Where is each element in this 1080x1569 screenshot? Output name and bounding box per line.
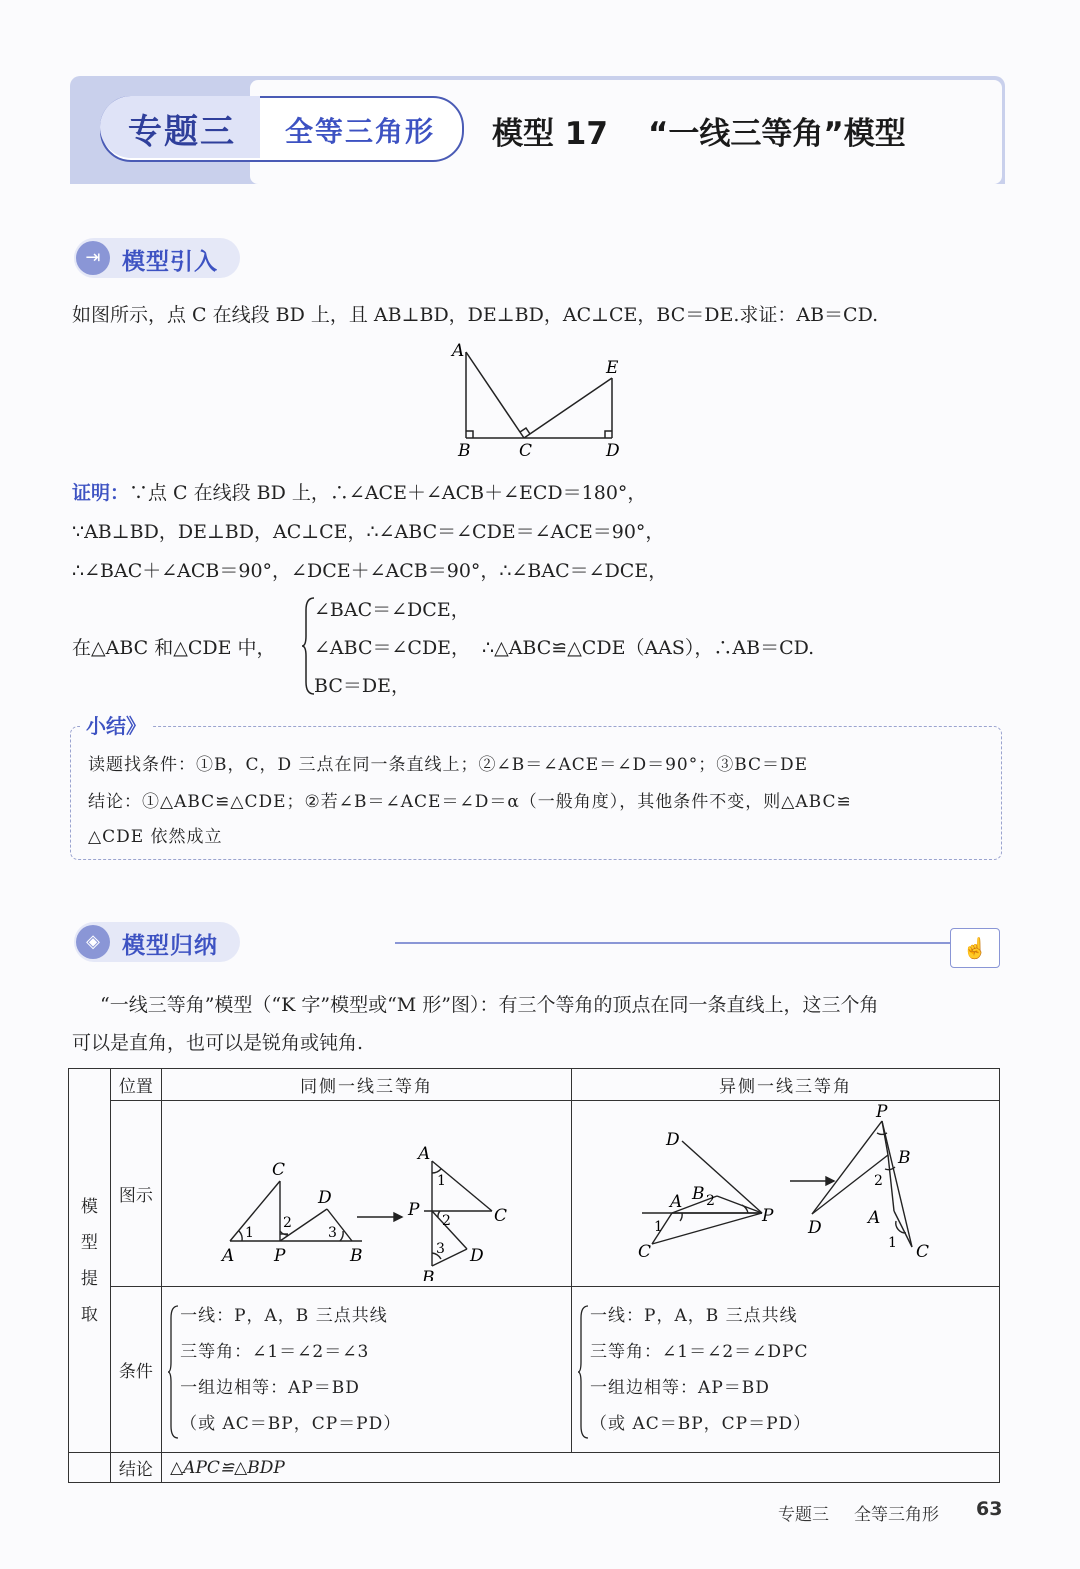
section-intro-title: 模型引入 <box>122 249 218 275</box>
hand-pointer-icon: ☝ <box>950 928 1000 968</box>
model-number: 模型 17 <box>492 116 608 152</box>
fig-same-left-B: B <box>350 1246 363 1266</box>
fig-same-left-angle-2: 2 <box>283 1215 293 1231</box>
subtopic-title: 全等三角形 <box>285 115 436 148</box>
figure-same-side <box>162 1101 568 1281</box>
side-label-char: 型 <box>80 1232 98 1253</box>
fig-diff-left-angle-2: 2 <box>706 1193 715 1209</box>
fig-same-right-angle-2: 2 <box>442 1213 452 1229</box>
fig-same-left-D: D <box>318 1188 332 1208</box>
label-b: B <box>458 441 471 461</box>
fig-diff-right-B: B <box>898 1148 911 1168</box>
row-label-conclusion: 结论 <box>110 1453 161 1483</box>
fig-same-right-P: P <box>408 1200 420 1220</box>
login-icon: ⇥ <box>76 241 110 275</box>
cond-same-line: 一线：P，A，B 三点共线 <box>180 1305 388 1326</box>
conclusion-cell: △APC≌△BDP <box>162 1453 1000 1483</box>
page-number: 63 <box>976 1498 1003 1520</box>
figure-diff-side <box>572 1101 996 1281</box>
fig-same-right-angle-1: 1 <box>437 1173 447 1189</box>
section-divider <box>395 942 955 944</box>
summary-title: 小结》 <box>80 710 152 739</box>
topic-title: 专题三 <box>128 112 236 152</box>
fig-same-left-A: A <box>222 1246 235 1266</box>
fig-diff-left-A: A <box>670 1192 683 1212</box>
section-model-title: 模型归纳 <box>122 933 218 959</box>
proof-label: 证明： <box>72 482 130 504</box>
fig-same-right-B: B <box>422 1268 435 1281</box>
proof-conclusion: ∴△ABC≌△CDE（AAS），∴AB＝CD. <box>482 637 815 659</box>
condition-same-cell <box>162 1287 572 1453</box>
footer-topic: 专题三 <box>778 1505 829 1525</box>
side-label-char: 取 <box>80 1304 98 1325</box>
label-a: A <box>452 341 465 361</box>
fig-diff-right-angle-2: 2 <box>874 1173 883 1189</box>
summary-line-2: 结论：①△ABC≌△CDE；②若∠B＝∠ACE＝∠D＝α（一般角度），其他条件不变，则△ABC≌ <box>88 792 852 812</box>
condition-diff-brace <box>578 1304 590 1440</box>
model-table <box>68 1068 1000 1483</box>
problem-text: 如图所示，点 C 在线段 BD 上，且 AB⊥BD，DE⊥BD，AC⊥CE，BC＝DE.求证：AB＝CD. <box>72 304 879 326</box>
row-label-figure: 图示 <box>110 1101 161 1287</box>
model-intro-line-1: “一线三等角”模型（“K 字”模型或“M 形”图）：有三个等角的顶点在同一条直线上，这三个角 <box>100 994 879 1016</box>
col-same-side: 同侧一线三等角 <box>162 1069 572 1101</box>
cond-diff-line: 一组边相等：AP＝BD <box>590 1377 770 1398</box>
fig-diff-left-angle-1: 1 <box>654 1219 663 1235</box>
proof-brace-1: ∠BAC＝∠DCE， <box>314 599 470 621</box>
proof-brace-3: BC＝DE， <box>314 675 410 697</box>
fig-same-right-angle-3: 3 <box>436 1241 446 1257</box>
fig-same-right-A: A <box>418 1144 431 1164</box>
proof-line-3: ∴∠BAC＋∠ACB＝90°，∠DCE＋∠ACB＝90°，∴∠BAC＝∠DCE， <box>72 560 668 582</box>
fig-same-right-D: D <box>470 1246 484 1266</box>
figure-same-cell <box>162 1101 572 1287</box>
model-intro-line-2: 可以是直角，也可以是锐角或钝角. <box>72 1032 364 1054</box>
proof-line-1 <box>72 478 646 505</box>
label-d: D <box>606 441 620 461</box>
fig-diff-right-C: C <box>916 1242 930 1262</box>
fig-diff-right-A: A <box>868 1208 881 1228</box>
figure-diff-cell <box>572 1101 1000 1287</box>
summary-line-1: 读题找条件：①B，C，D 三点在同一条直线上；②∠B＝∠ACE＝∠D＝90°；③BC＝DE <box>88 755 809 775</box>
col-diff-side: 异侧一线三等角 <box>572 1069 1000 1101</box>
proof-brace-2: ∠ABC＝∠CDE， <box>314 637 471 659</box>
empty-side-cell <box>69 1453 111 1483</box>
row-label-position: 位置 <box>110 1069 161 1101</box>
proof-line-2: ∵AB⊥BD，DE⊥BD，AC⊥CE，∴∠ABC＝∠CDE＝∠ACE＝90°， <box>72 521 665 543</box>
intro-figure <box>440 338 640 463</box>
condition-diff-block <box>572 1298 999 1442</box>
cond-same-line: 一组边相等：AP＝BD <box>180 1377 360 1398</box>
fig-diff-left-B: B <box>692 1184 705 1204</box>
cond-same-line: 三等角：∠1＝∠2＝∠3 <box>180 1341 370 1362</box>
fig-diff-right-angle-1: 1 <box>888 1235 897 1251</box>
cube-icon: ◈ <box>76 925 110 959</box>
fig-same-left-angle-3: 3 <box>328 1225 338 1241</box>
cond-diff-line: 一线：P，A，B 三点共线 <box>590 1305 798 1326</box>
side-label-cell <box>69 1069 111 1453</box>
fig-diff-left-P: P <box>762 1206 774 1226</box>
cond-diff-line: 三等角：∠1＝∠2＝∠DPC <box>590 1341 809 1362</box>
proof-line-1-text: ∵点 C 在线段 BD 上，∴∠ACE＋∠ACB＋∠ECD＝180°， <box>129 482 647 504</box>
label-c: C <box>519 441 533 461</box>
fig-diff-right-P: P <box>876 1102 888 1122</box>
fig-same-left-C: C <box>272 1160 286 1180</box>
side-label-char: 提 <box>80 1268 98 1289</box>
proof-prefix: 在△ABC 和△CDE 中， <box>72 637 276 659</box>
cond-diff-line: （或 AC＝BP，CP＝PD） <box>590 1413 812 1434</box>
fig-diff-right-D: D <box>808 1218 822 1238</box>
side-label-char: 模 <box>80 1196 98 1217</box>
condition-same-brace <box>168 1304 180 1440</box>
fig-same-left-P: P <box>274 1246 286 1266</box>
label-e: E <box>606 358 619 378</box>
model-name: “一线三等角”模型 <box>648 116 906 152</box>
fig-diff-left-C: C <box>638 1242 652 1262</box>
row-label-condition: 条件 <box>110 1287 161 1453</box>
cond-same-line: （或 AC＝BP，CP＝PD） <box>180 1413 402 1434</box>
footer-subtopic: 全等三角形 <box>854 1505 939 1525</box>
summary-line-3: △CDE 依然成立 <box>88 827 223 847</box>
fig-same-left-angle-1: 1 <box>245 1225 255 1241</box>
fig-diff-left-D: D <box>666 1130 680 1150</box>
condition-diff-cell <box>572 1287 1000 1453</box>
condition-same-block <box>162 1298 571 1442</box>
fig-same-right-C: C <box>494 1206 508 1226</box>
